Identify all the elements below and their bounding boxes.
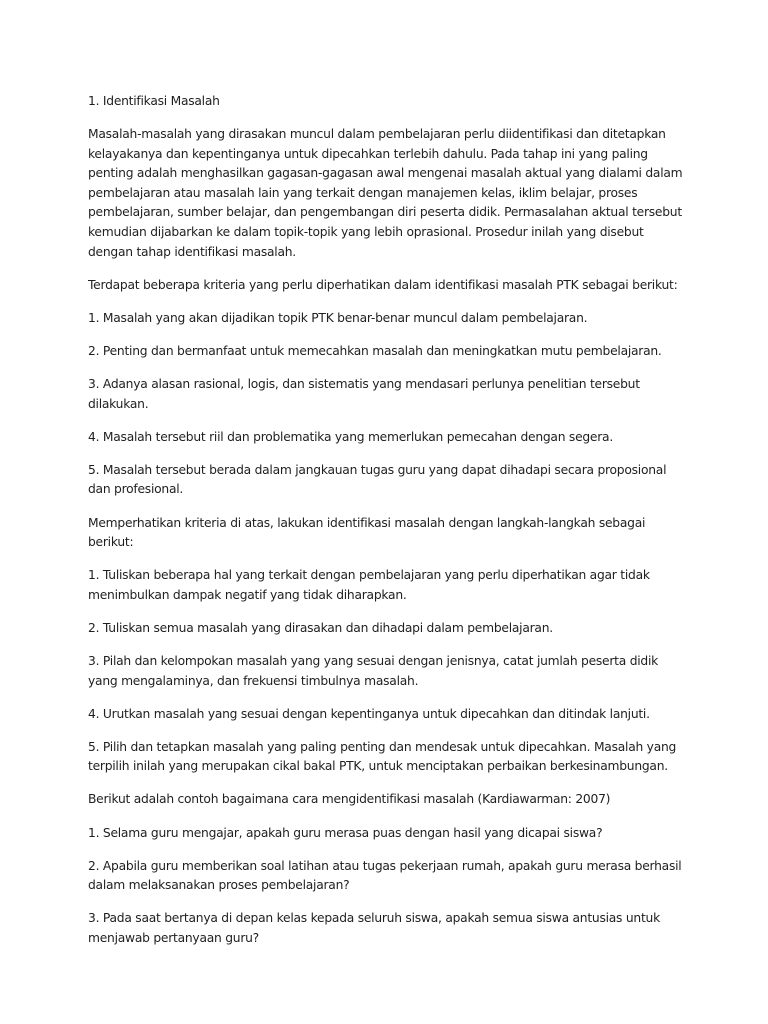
criteria-item: 1. Masalah yang akan dijadikan topik PTK benar-benar muncul dalam pembelajaran. [88, 310, 588, 325]
criteria-item: 5. Masalah tersebut berada dalam jangkauan tugas guru yang dapat dihadapi secara proposional dan profesional. [88, 462, 667, 497]
step-item: 2. Tuliskan semua masalah yang dirasakan dan dihadapi dalam pembelajaran. [88, 620, 553, 635]
criteria-item: 4. Masalah tersebut riil dan problematika yang memerlukan pemecahan dengan segera. [88, 429, 613, 444]
step-item: 4. Urutkan masalah yang sesuai dengan kepentinganya untuk dipecahkan dan ditindak lanjuti. [88, 706, 650, 721]
section-heading: 1. Identifikasi Masalah [88, 94, 220, 108]
step-item: 5. Pilih dan tetapkan masalah yang paling penting dan mendesak untuk dipecahkan. Masalah yang terpilih inilah yang merupakan cikal bakal PTK, untuk menciptakan perbaikan berkesinambungan. [88, 739, 677, 774]
step-item: 3. Pilah dan kelompokan masalah yang yang sesuai dengan jenisnya, catat jumlah peserta didik yang mengalaminya, dan frekuensi timbulnya masalah. [88, 653, 659, 688]
steps-intro: Memperhatikan kriteria di atas, lakukan identifikasi masalah dengan langkah-langkah sebagai berikut: [88, 515, 646, 550]
example-item: 2. Apabila guru memberikan soal latihan atau tugas pekerjaan rumah, apakah guru merasa berhasil dalam melaksanakan proses pembelajaran? [88, 858, 682, 893]
step-item: 1. Tuliskan beberapa hal yang terkait dengan pembelajaran yang perlu diperhatikan agar tidak menimbulkan dampak negatif yang tidak diharapkan. [88, 568, 650, 602]
intro-paragraph: Masalah-masalah yang dirasakan muncul dalam pembelajaran perlu diidentifikasi dan ditetapkan kelayakanya dan kepentinganya untuk dipecahkan terlebih dahulu. Pada tahap ini yang paling penting adalah menghasilkan gagasan-gagasan awal mengenai masalah aktual yang dialami dalam pembelajaran atau masalah lain yang terkait dengan manajemen kelas, iklim belajar, proses pembelajaran, sumber belajar, dan pengembangan diri peserta didik. Permasalahan aktual tersebut kemudian dijabarkan ke dalam topik-topik yang lebih oprasional. Prosedur inilah yang disebut dengan tahap identifikasi masalah. [88, 127, 683, 259]
criteria-item: 3. Adanya alasan rasional, logis, dan sistematis yang mendasari perlunya penelitian tersebut dilakukan. [88, 377, 640, 411]
criteria-intro: Terdapat beberapa kriteria yang perlu diperhatikan dalam identifikasi masalah PTK sebagai berikut: [88, 277, 678, 292]
criteria-item: 2. Penting dan bermanfaat untuk memecahkan masalah dan meningkatkan mutu pembelajaran. [88, 343, 662, 358]
example-item: 3. Pada saat bertanya di depan kelas kepada seluruh siswa, apakah semua siswa antusias untuk menjawab pertanyaan guru? [88, 911, 660, 945]
document-page [88, 92, 688, 962]
example-item: 1. Selama guru mengajar, apakah guru merasa puas dengan hasil yang dicapai siswa? [88, 825, 603, 840]
examples-intro: Berikut adalah contoh bagaimana cara mengidentifikasi masalah (Kardiawarman: 2007) [88, 792, 611, 807]
